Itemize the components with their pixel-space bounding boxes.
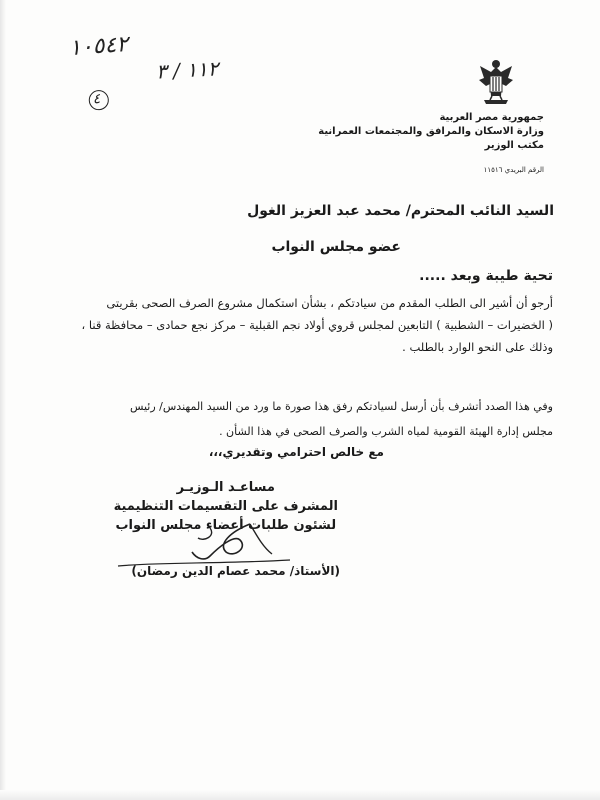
signatory-role-1: المشرف على التقسيمات التنظيمية [113, 499, 338, 514]
ministry-name: وزارة الاسكان والمرافق والمجتمعات العمرانية [318, 126, 544, 137]
signatory-title: مساعـد الـوزيـر [176, 480, 275, 495]
paragraph-2-line: وفي هذا الصدد أتشرف بأن أرسل لسيادتكم رفق هذا صورة ما ورد من السيد المهندس/ رئيس [129, 400, 553, 413]
paragraph-2 [63, 394, 553, 444]
inbox-circle-number: ٤ [92, 91, 101, 108]
paragraph-2-line: مجلس إدارة الهيئة القومية لمياه الشرب والصرف الصحى في هذا الشأن . [219, 425, 553, 438]
inbox-date: ١١٢ / ٣ [155, 56, 220, 84]
paragraph-1 [63, 292, 553, 358]
office-name: مكتب الوزير [484, 140, 544, 151]
recipient: السيد النائب المحترم/ محمد عبد العزيز الغول [247, 203, 554, 219]
scan-shadow-bottom [0, 790, 600, 800]
recipient-role: عضو مجلس النواب [271, 239, 401, 255]
signatory-role-2: لشئون طلبات أعضاء مجلس النواب [115, 518, 337, 533]
paragraph-1-line: وذلك على النحو الوارد بالطلب . [402, 340, 553, 354]
closing: مع خالص احترامي وتقديري،،، [208, 445, 384, 459]
postal-code: الرقم البريدي ١١٥١٦ [483, 166, 544, 174]
inbox-number [68, 32, 131, 108]
scan-shadow-left [0, 0, 6, 800]
eagle-emblem-icon [476, 56, 516, 108]
ministry-header [284, 111, 544, 177]
paragraph-1-line: أرجو أن أشير الى الطلب المقدم من سيادتكم ، بشأن استكمال مشروع الصرف الصحى بقريتى [106, 296, 553, 310]
paragraph-1-line: ( الخضيرات – الشطبية ) التابعين لمجلس قروي أولاد نجم القبلية – مركز نجع حمادى – محافظة قنا ، [81, 318, 553, 332]
country-name: جمهورية مصر العربية [439, 112, 544, 123]
inbox-number-text: ١٠٥٤٢ [68, 32, 129, 62]
signatory-name: (الأستاذ/ محمد عصام الدين رمضان) [131, 564, 340, 578]
greeting: تحية طيبة وبعد ..... [419, 268, 553, 284]
